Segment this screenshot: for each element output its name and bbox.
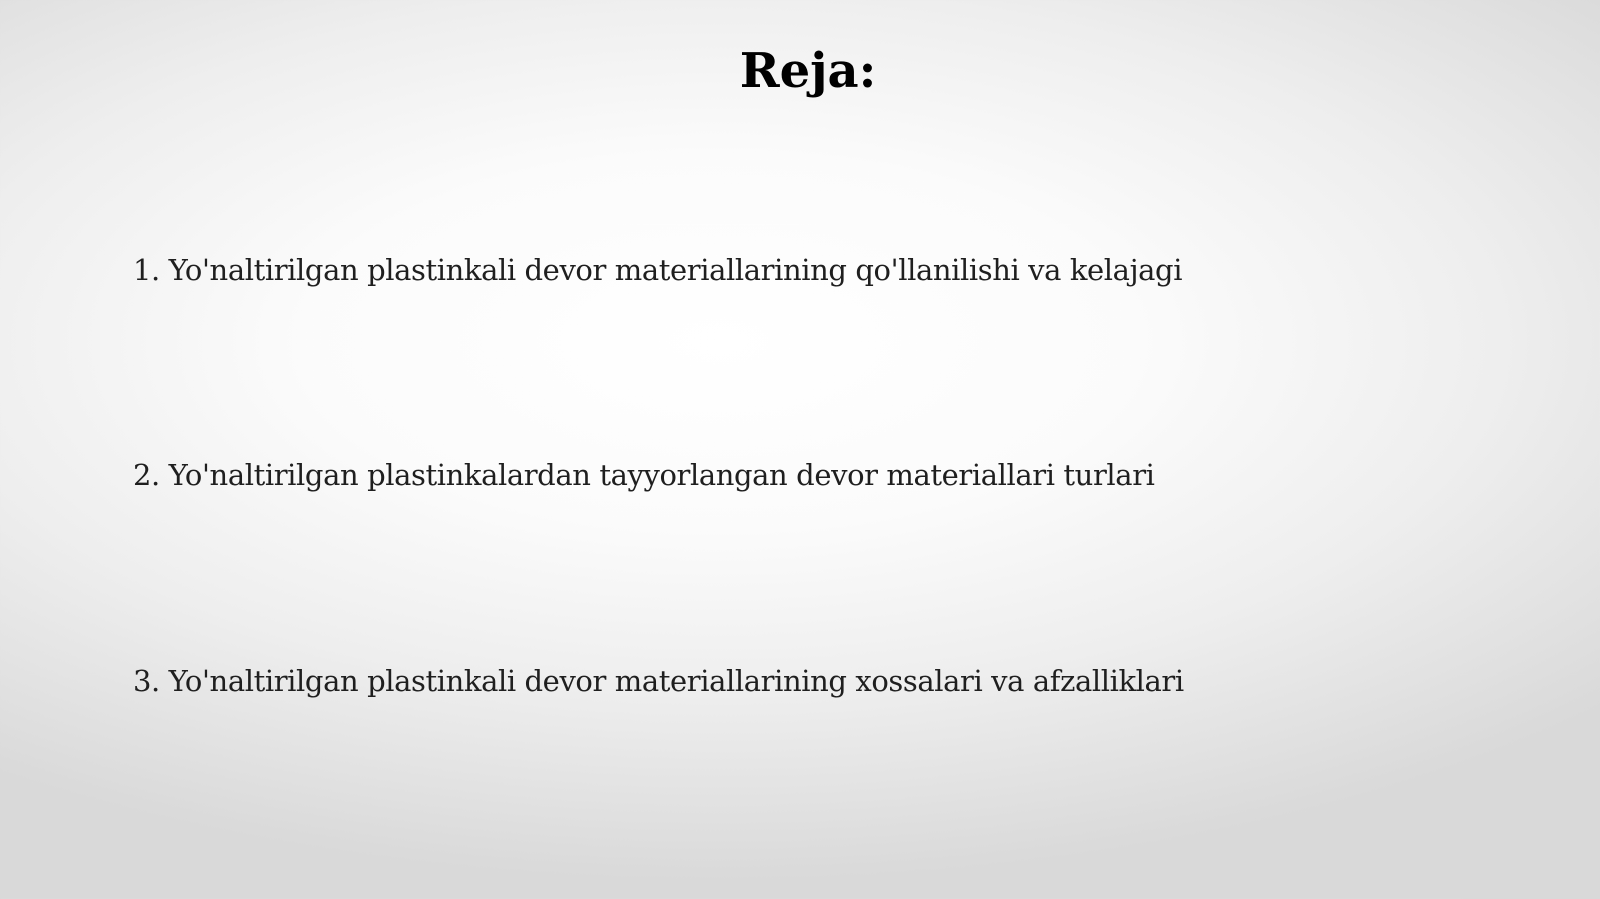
plan-item-3: 3. Yo'naltirilgan plastinkali devor materiallarining xossalari va afzalliklari xyxy=(133,664,1184,698)
slide-title: Reja: xyxy=(739,43,877,99)
plan-item-2: 2. Yo'naltirilgan plastinkalardan tayyorlangan devor materiallari turlari xyxy=(133,458,1155,492)
plan-item-1: 1. Yo'naltirilgan plastinkali devor materiallarining qo'llanilishi va kelajagi xyxy=(133,253,1183,287)
